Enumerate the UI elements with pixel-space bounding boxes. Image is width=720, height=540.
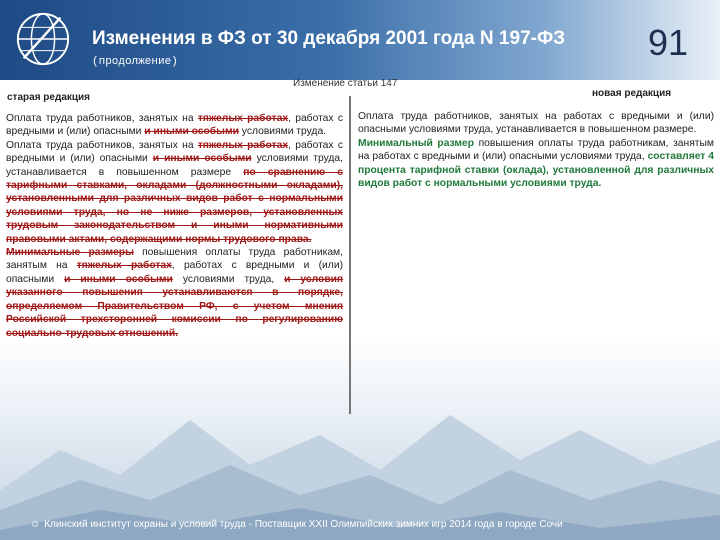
text-segment: Оплата труда работников, занятых на работах с вредными и (или) опасными условиями труда, устанавливается в повышенном размере. bbox=[358, 111, 714, 136]
deleted-text: и иными особыми bbox=[64, 273, 173, 285]
new-edition-caption: новая редакция bbox=[592, 88, 672, 99]
footer-text: Клинский институт охраны и условий труда - Поставщик XXII Олимпийских зимних игр 2014 года в городе Сочи bbox=[44, 519, 563, 530]
text-segment: повышения оплаты труда работникам, занятым на bbox=[6, 247, 343, 272]
globe-logo-icon bbox=[14, 10, 72, 68]
old-edition-caption: старая редакция bbox=[7, 92, 91, 103]
column-divider bbox=[349, 96, 351, 414]
text-segment: условиями труда, устанавливается в повышенном размере bbox=[6, 153, 343, 178]
deleted-text: тяжелых работах bbox=[76, 260, 172, 272]
mountain-background bbox=[0, 380, 720, 540]
new-edition-text bbox=[358, 110, 714, 190]
deleted-text: и иными особыми bbox=[152, 153, 252, 165]
text-segment: , работах с вредными и (или) опасными bbox=[6, 260, 343, 285]
text-segment: , работах с вредными и (или) опасными bbox=[6, 139, 343, 165]
text-segment: Оплата труда работников, занятых на bbox=[6, 139, 198, 151]
text-segment: , работах с вредными и (или) опасными bbox=[6, 113, 343, 138]
old-edition-text bbox=[6, 112, 343, 340]
smiley-icon: ☺ bbox=[30, 519, 41, 530]
article-caption: Изменение статьи 147 bbox=[293, 78, 398, 89]
text-segment: Оплата труда работников, занятых на bbox=[6, 113, 198, 124]
page-number: 91 bbox=[648, 22, 689, 63]
paragraph bbox=[6, 139, 343, 246]
page-subtitle: (продолжение) bbox=[92, 56, 178, 68]
page-title: Изменения в ФЗ от 30 декабря 2001 года N 197-ФЗ bbox=[92, 28, 566, 49]
deleted-text: по сравнению с тарифными ставками, окладами (должностными окладами), установленными для различных видов работ с нормальными условиями труда, но не ниже размеров, установленных трудовым законодательством и иными нормативными правовыми актами, содержащими нормы трудового права. bbox=[6, 166, 343, 245]
text-segment: повышения оплаты труда работникам, занятым на работах с вредными и (или) опасными условиями труда, bbox=[358, 137, 714, 163]
added-text: составляет 4 процента тарифной ставки (оклада), установленной для различных видов работ с нормальными условиями труда. bbox=[358, 151, 714, 190]
added-text: Минимальный размер bbox=[358, 137, 475, 149]
text-segment: условиями труда, bbox=[172, 273, 285, 285]
paragraph bbox=[6, 246, 343, 340]
footer bbox=[30, 519, 563, 530]
deleted-text: и иными особыми bbox=[144, 126, 239, 138]
text-segment: условиями труда. bbox=[238, 126, 327, 138]
deleted-text: и условия указанного повышения устанавливаются в порядке, определяемом Правительством РФ, с учетом мнения Российской трехсторонней комиссии по регулированию социально-трудовых отношений. bbox=[6, 273, 343, 339]
paragraph bbox=[358, 137, 714, 191]
paragraph bbox=[358, 110, 714, 137]
paragraph bbox=[6, 112, 343, 139]
deleted-text: тяжелых работах bbox=[197, 139, 289, 151]
deleted-text: Минимальные размеры bbox=[6, 247, 134, 259]
deleted-text: тяжелых работах bbox=[197, 113, 289, 124]
slide-header bbox=[0, 0, 720, 80]
